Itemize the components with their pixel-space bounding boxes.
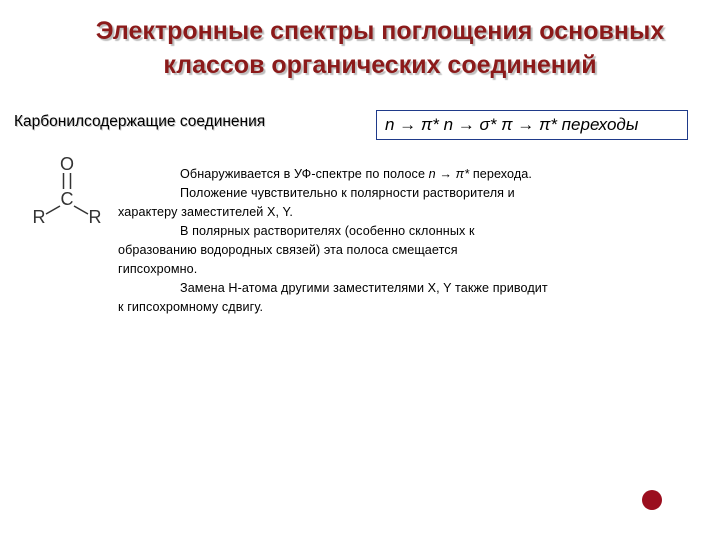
section-subtitle: Карбонилсодержащие соединения <box>14 113 266 130</box>
carbonyl-structure <box>22 150 112 230</box>
bond-right <box>74 206 88 214</box>
body-text <box>118 165 688 317</box>
body-line: Замена Н-атома другими заместителями X, Y также приводит <box>180 281 548 295</box>
body-line <box>118 165 688 184</box>
body-line: образованию водородных связей) эта полоса смещается <box>118 243 458 257</box>
transitions-box: n → π* n → σ* π → π* переходы <box>376 110 688 140</box>
atom-r-right: R <box>88 207 102 227</box>
navigation-bullet-icon[interactable] <box>642 490 662 510</box>
atom-oxygen: O <box>59 154 75 174</box>
title-line-2: классов органических соединений <box>163 51 597 79</box>
bond-left <box>46 206 60 214</box>
atom-carbon: C <box>60 189 74 209</box>
body-line: В полярных растворителях (особенно склонных к <box>180 224 475 238</box>
body-p1-transition: n → π* <box>428 167 470 181</box>
body-line: гипсохромно. <box>118 262 198 276</box>
body-line: характеру заместителей X, Y. <box>118 205 293 219</box>
body-line: Положение чувствительно к полярности растворителя и <box>180 186 515 200</box>
body-p1-prefix: Обнаруживается в УФ-спектре по полосе <box>180 167 429 181</box>
slide-title <box>40 14 720 82</box>
body-p1-suffix: перехода. <box>469 167 533 181</box>
atom-r-left: R <box>32 207 46 227</box>
title-line-1: Электронные спектры поглощения основных <box>95 17 665 45</box>
body-line: к гипсохромному сдвигу. <box>118 300 264 314</box>
